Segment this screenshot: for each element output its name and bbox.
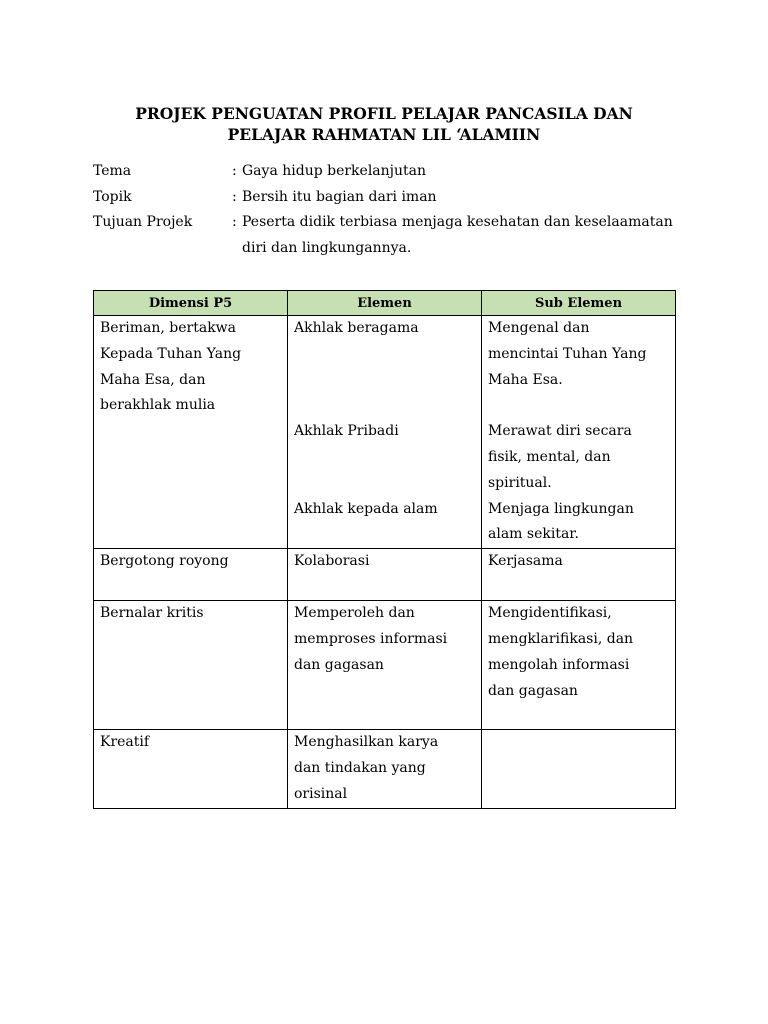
title-line-1: PROJEK PENGUATAN PROFIL PELAJAR PANCASILA DAN <box>135 104 633 123</box>
cell-sub-elemen: Mengidentifikasi, mengklarifikasi, dan mengolah informasi dan gagasan <box>482 601 676 730</box>
info-row-tema: Tema : Gaya hidup berkelanjutan <box>93 159 693 185</box>
cell-dimensi: Bernalar kritis <box>94 601 288 730</box>
info-label: Tujuan Projek <box>93 214 193 231</box>
header-elemen: Elemen <box>288 291 482 316</box>
project-info <box>93 159 693 261</box>
cell-elemen: Akhlak beragama Akhlak Pribadi Akhlak kepada alam <box>288 316 482 549</box>
cell-elemen: Kolaborasi <box>288 549 482 601</box>
info-value: Gaya hidup berkelanjutan <box>242 163 427 179</box>
cell-elemen: Memperoleh dan memproses informasi dan gagasan <box>288 601 482 730</box>
table-row <box>94 316 676 549</box>
info-row-topik: Topik : Bersih itu bagian dari iman <box>93 185 693 211</box>
cell-elemen: Menghasilkan karya dan tindakan yang orisinal <box>288 730 482 808</box>
info-label: Topik <box>93 188 132 205</box>
cell-dimensi: Beriman, bertakwa Kepada Tuhan Yang Maha Esa, dan berakhlak mulia <box>94 316 288 549</box>
document-title <box>0 103 768 145</box>
header-sub-elemen: Sub Elemen <box>482 291 676 316</box>
header-dimensi: Dimensi P5 <box>94 291 288 316</box>
title-line-2: PELAJAR RAHMATAN LIL ‘ALAMIIN <box>227 125 541 144</box>
table-row <box>94 601 676 730</box>
p5-dimension-table <box>93 290 676 809</box>
cell-sub-elemen <box>482 730 676 808</box>
table-row <box>94 730 676 808</box>
info-row-tujuan: Tujuan Projek : Peserta didik terbiasa menjaga kesehatan dan keselaamatan diri dan lingkungannya. <box>93 210 693 261</box>
table-row <box>94 549 676 601</box>
info-value: Peserta didik terbiasa menjaga kesehatan dan keselaamatan diri dan lingkungannya. <box>242 214 673 256</box>
cell-dimensi: Bergotong royong <box>94 549 288 601</box>
info-value: Bersih itu bagian dari iman <box>242 188 437 205</box>
info-label: Tema <box>93 163 132 179</box>
table-header-row <box>94 291 676 316</box>
cell-sub-elemen: Mengenal dan mencintai Tuhan Yang Maha Esa. Merawat diri secara fisik, mental, dan spiritual. Menjaga lingkungan alam sekitar. <box>482 316 676 549</box>
cell-sub-elemen: Kerjasama <box>482 549 676 601</box>
cell-dimensi: Kreatif <box>94 730 288 808</box>
